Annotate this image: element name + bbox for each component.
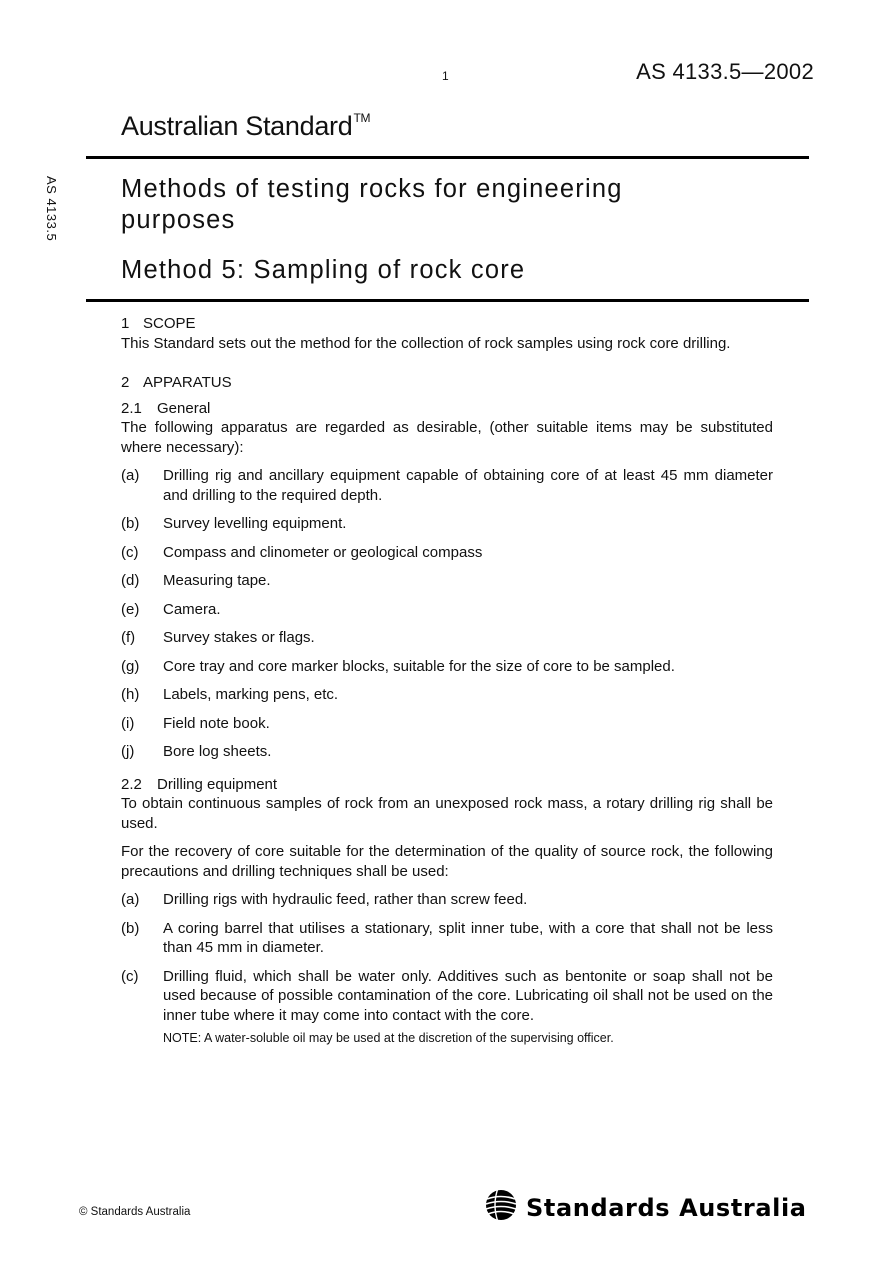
- list-item: [121, 628, 773, 648]
- list-label: (c): [121, 543, 139, 561]
- subsection-heading-drilling: [121, 775, 773, 795]
- list-text: Labels, marking pens, etc.: [163, 686, 339, 703]
- list-item: [121, 919, 773, 958]
- list-item: [121, 657, 773, 677]
- series-title: [121, 111, 369, 142]
- subsection-number: 2.1: [121, 399, 142, 417]
- side-document-code: AS 4133.5: [44, 176, 59, 242]
- list-item: [121, 742, 773, 762]
- main-content: [121, 314, 773, 1058]
- list-label: (b): [121, 919, 140, 937]
- list-text: A coring barrel that utilises a stationary, split inner tube, with a core that shall not be less than 45 mm in diameter.: [163, 919, 773, 956]
- list-text: Survey stakes or flags.: [163, 629, 315, 646]
- list-text: Camera.: [163, 600, 221, 618]
- list-label: (e): [121, 600, 140, 618]
- list-item: [121, 514, 773, 534]
- drilling-para-1: To obtain continuous samples of rock from an unexposed rock mass, a rotary drilling rig shall be used.: [121, 795, 773, 832]
- list-item: [121, 543, 773, 563]
- list-item: [121, 714, 773, 734]
- section-number: 1: [121, 315, 130, 332]
- document-title: Methods of testing rocks for engineering purposes: [121, 175, 623, 234]
- list-text: Core tray and core marker blocks, suitable for the size of core to be sampled.: [163, 657, 675, 675]
- list-item: [121, 600, 773, 620]
- list-text: Field note book.: [163, 714, 270, 732]
- list-text: Compass and clinometer or geological compass: [163, 543, 483, 561]
- list-label: (c): [121, 967, 139, 985]
- list-label: (d): [121, 572, 140, 589]
- list-item: [121, 466, 773, 505]
- section-title: APPARATUS: [143, 374, 232, 391]
- drilling-list: [121, 890, 773, 1049]
- subsection-title: General: [157, 399, 211, 417]
- list-text: Measuring tape.: [163, 572, 271, 589]
- apparatus-list: [121, 466, 773, 762]
- section-number: 2: [121, 374, 130, 391]
- scope-text: This Standard sets out the method for the collection of rock samples using rock core drilling.: [121, 334, 731, 352]
- page-number: 1: [442, 69, 449, 83]
- drilling-para-2: For the recovery of core suitable for the determination of the quality of source rock, the following precautions and drilling techniques shall be used:: [121, 843, 773, 880]
- list-text: Drilling rigs with hydraulic feed, rather than screw feed.: [163, 891, 528, 908]
- section-title: SCOPE: [143, 315, 196, 332]
- list-label: (b): [121, 515, 140, 532]
- list-label: (f): [121, 629, 136, 646]
- trademark-mark: TM: [353, 111, 371, 125]
- general-intro: The following apparatus are regarded as desirable, (other suitable items may be substituted where necessary):: [121, 419, 773, 456]
- list-text: Drilling rig and ancillary equipment capable of obtaining core of at least 45 mm diameter and drilling to the required depth.: [163, 467, 773, 504]
- note-text: NOTE: A water-soluble oil may be used at the discretion of the supervising officer.: [163, 1031, 614, 1045]
- section-heading-scope: [121, 314, 773, 334]
- list-text: Drilling fluid, which shall be water only. Additives such as bentonite or soap shall not be used because of possible contamination of the core. Lubricating oil shall not be used on the inner tube where it may come into contact with the core.: [163, 967, 773, 1024]
- subsection-title: Drilling equipment: [157, 775, 278, 793]
- list-label: (i): [121, 714, 135, 732]
- list-item: [121, 685, 773, 705]
- list-label: (h): [121, 686, 140, 703]
- standards-australia-logo: [484, 1186, 807, 1229]
- list-item: [121, 571, 773, 591]
- list-item: [121, 967, 773, 1049]
- document-code: AS 4133.5—2002: [636, 59, 814, 84]
- subsection-heading-general: [121, 399, 773, 419]
- logo-wordmark: Standards Australia: [526, 1193, 807, 1222]
- section-heading-apparatus: [121, 373, 773, 393]
- title-rule: [86, 299, 809, 302]
- list-label: (j): [121, 743, 135, 760]
- standards-australia-emblem-icon: [484, 1186, 518, 1229]
- method-title: Method 5: Sampling of rock core: [121, 256, 526, 284]
- list-label: (a): [121, 467, 140, 484]
- list-label: (a): [121, 891, 140, 908]
- list-text: Bore log sheets.: [163, 743, 272, 760]
- list-item: [121, 890, 773, 910]
- list-label: (g): [121, 657, 140, 675]
- series-name: Australian Standard: [121, 111, 353, 141]
- footer-copyright: © Standards Australia: [79, 1206, 191, 1218]
- subsection-number: 2.2: [121, 775, 142, 793]
- top-rule: [86, 156, 809, 159]
- list-text: Survey levelling equipment.: [163, 515, 347, 532]
